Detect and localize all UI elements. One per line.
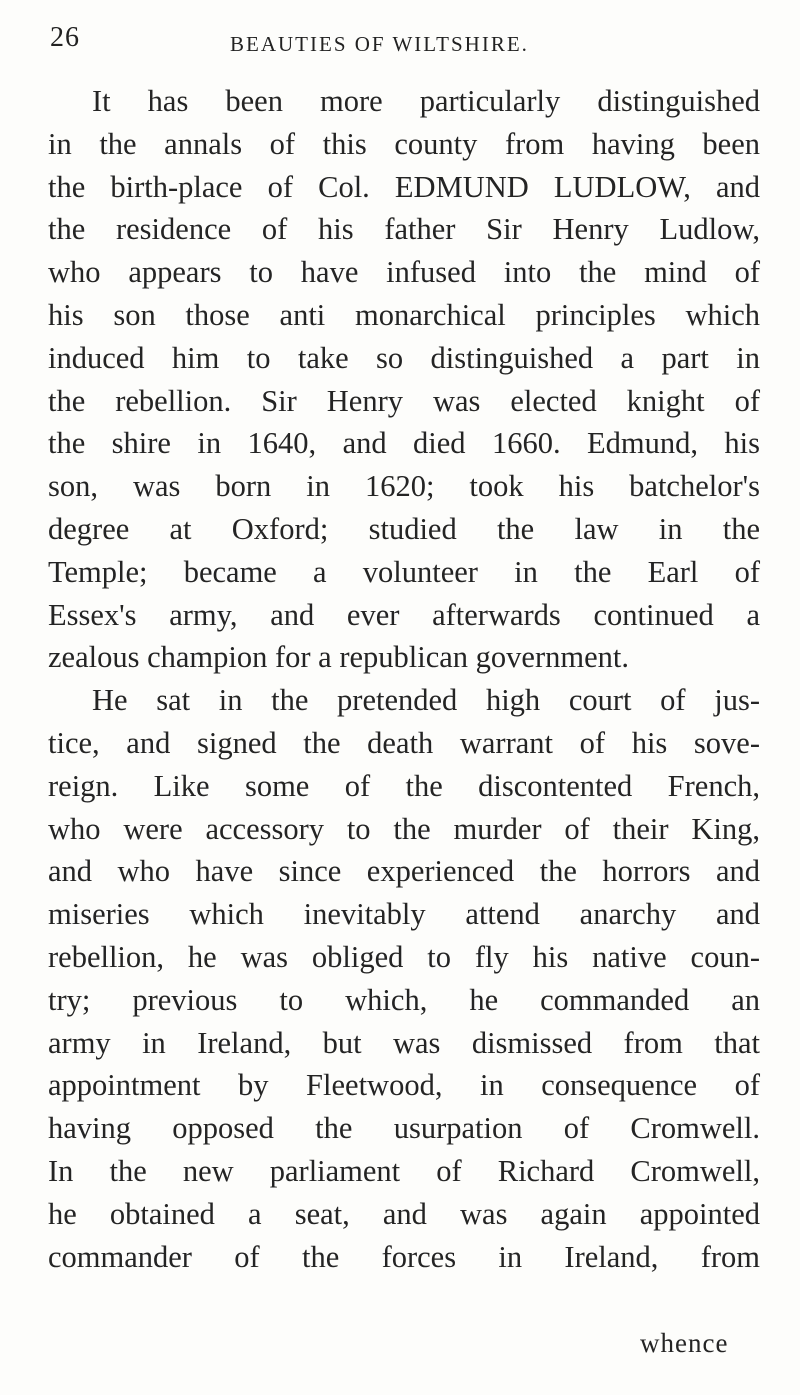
text-line: and who have since experienced the horrors and	[48, 854, 760, 889]
text-line: miseries which inevitably attend anarchy and	[48, 897, 760, 932]
body-text	[48, 80, 760, 1278]
text-line: commander of the forces in Ireland, from	[48, 1239, 760, 1274]
page-header	[50, 22, 762, 62]
paragraph-1	[48, 80, 760, 679]
text-line: reign. Like some of the discontented French,	[48, 768, 760, 803]
text-line: the residence of his father Sir Henry Ludlow,	[48, 212, 760, 247]
text-line: the birth-place of Col. EDMUND LUDLOW, and	[48, 169, 760, 204]
text-line: his son those anti monarchical principles which	[48, 297, 760, 332]
text-line: who were accessory to the murder of their King,	[48, 811, 760, 846]
paragraph-2	[48, 679, 760, 1278]
text-line: appointment by Fleetwood, in consequence of	[48, 1068, 760, 1103]
text-line: army in Ireland, but was dismissed from that	[48, 1025, 760, 1060]
page-number: 26	[50, 22, 80, 53]
text-line: Temple; became a volunteer in the Earl of	[48, 554, 760, 589]
text-line: In the new parliament of Richard Cromwell,	[48, 1153, 760, 1188]
catchword: whence	[640, 1328, 729, 1358]
text-line: in the annals of this county from having been	[48, 126, 760, 161]
text-line: tice, and signed the death warrant of his sove-	[48, 725, 760, 760]
text-line: he obtained a seat, and was again appointed	[48, 1196, 760, 1231]
text-line: son, was born in 1620; took his batchelor's	[48, 469, 760, 504]
text-line: rebellion, he was obliged to fly his native coun-	[48, 939, 760, 974]
text-line: the rebellion. Sir Henry was elected knight of	[48, 383, 760, 418]
text-line: zealous champion for a republican government.	[48, 640, 629, 675]
text-line: He sat in the pretended high court of jus-	[92, 683, 760, 718]
text-line: the shire in 1640, and died 1660. Edmund, his	[48, 426, 760, 461]
text-line: try; previous to which, he commanded an	[48, 982, 760, 1017]
text-line: who appears to have infused into the mind of	[48, 255, 760, 290]
text-line: having opposed the usurpation of Cromwell.	[48, 1111, 760, 1146]
text-line: degree at Oxford; studied the law in the	[48, 511, 760, 546]
text-line: Essex's army, and ever afterwards continued a	[48, 597, 760, 632]
text-line: induced him to take so distinguished a part in	[48, 340, 760, 375]
running-title: BEAUTIES OF WILTSHIRE.	[230, 32, 529, 56]
text-line: It has been more particularly distinguished	[92, 84, 760, 118]
